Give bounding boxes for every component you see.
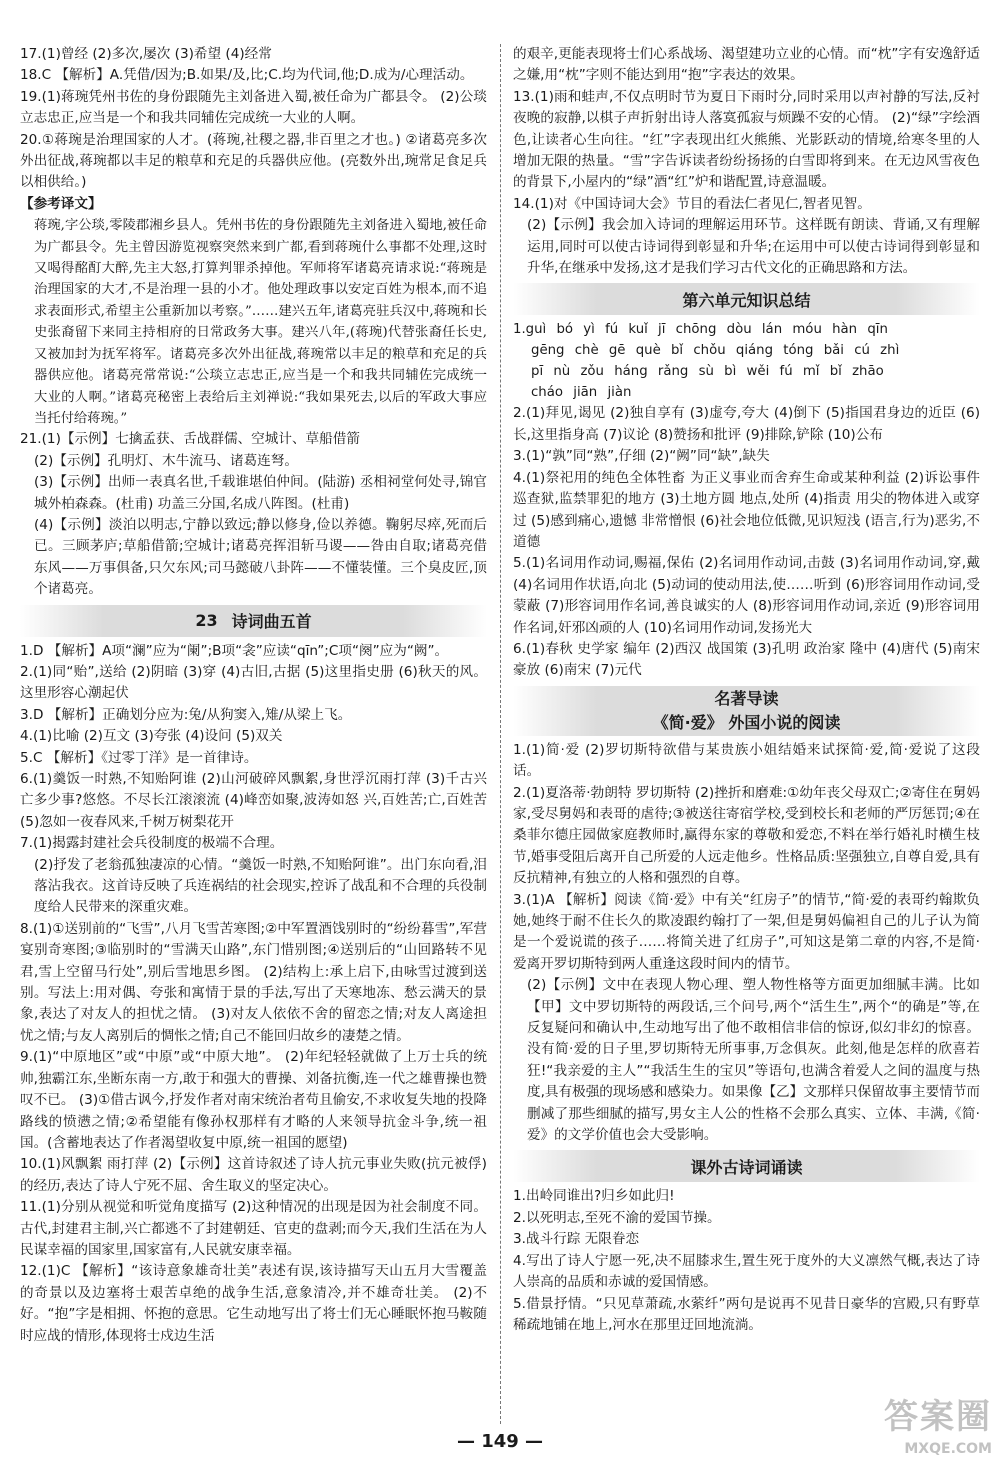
answer-b14-2: (2)【示例】我会加入诗词的理解运用环节。这样既有朗读、背诵,又有理解运用,同时可以使古诗词得到彰显和升华;在运用中可以使古诗词得到彰显和升华,在继承中发扬,这才是我们学习古代文化的正确思路和方法。 <box>527 217 980 277</box>
answer-19: 19.(1)蒋琬凭州书佐的身份跟随先主刘备进入蜀,被任命为广都县令。 (2)公琰立志忠正,应当是一个和我共同辅佐完成统一大业的人啊。 <box>20 88 487 127</box>
answer-21-3: (3)【示例】出师一表真名世,千载谁堪伯仲间。(陆游) 丞相祠堂何处寻,锦官城外柏森森。(杜甫) 功盖三分国,名成八阵图。(杜甫) <box>34 474 487 512</box>
section-heading-unit6 <box>513 283 980 315</box>
reference-translation: 蒋琬,字公琰,零陵郡湘乡县人。凭州书佐的身份跟随先主刘备进入蜀地,被任命为广都县令。先主曾因游览视察突然来到广都,看到蒋琬什么事都不处理,这时又喝得酩酊大醉,先主大怒,打算判罪杀掉他。军师将军诸葛亮请求说:“蒋琬是治理国家的大才,不是治理一县的小才。他处理政事以安定百姓为根本,而不追求表面形式,希望主公重新加以考察。”……建兴五年,诸葛亮驻兵汉中,蒋琬和长史张裔留下来同主持相府的日常政务大事。建兴八年,(蒋琬)代替张裔任长史,又被加封为抚军将军。诸葛亮多次外出征战,蒋琬常以丰足的粮草和充足的兵器供应他。诸葛亮常常说:“公琰立志忠正,应当是一个和我共同辅佐完成统一大业的人啊。”诸葛亮秘密上表给后主刘禅说:“我如果死去,以后的军政大事应当托付给蒋琬。” <box>34 218 487 426</box>
answer-c4: 4.(1)祭祀用的纯色全体牲畜 为正义事业而舍弃生命或某种利益 (2)诉讼事件 巡查狱,监禁罪犯的地方 (3)土地方圆 地点,处所 (4)指责 用尖的物体进入或穿过 (5)感到痛心,遗憾 非常憎恨 (6)社会地位低微,见识短浅 (语言,行为)恶劣,不道德 <box>513 469 980 550</box>
answer-b6: 6.(1)羹饭一时熟,不知贻阿谁 (2)山河破碎风飘絮,身世浮沉雨打萍 (3)千古兴亡多少事?悠悠。不尽长江滚滚流 (4)峰峦如聚,波涛如怒 兴,百姓苦;亡,百姓苦 (5)忽如一夜春风来,千树万树梨花开 <box>20 771 487 830</box>
page-number: — 149 — <box>456 1431 544 1452</box>
answer-b10: 10.(1)风飘絮 雨打萍 (2)【示例】这首诗叙述了诗人抗元事业失败(抗元被俘)的经历,表达了诗人宁死不屈、舍生取义的坚定决心。 <box>20 1156 487 1194</box>
left-column <box>20 44 487 1347</box>
section-heading-kewai <box>513 1150 980 1182</box>
watermark-logo <box>884 1389 992 1457</box>
answer-b4: 4.(1)比喻 (2)互文 (3)夸张 (4)设问 (5)双关 <box>20 728 283 745</box>
section-heading-mingzhu <box>513 686 980 736</box>
answer-b11: 11.(1)分别从视觉和听觉角度描写 (2)这种情况的出现是因为社会制度不同。古代,封建君主制,兴亡都逃不了封建朝廷、官吏的盘剥;而今天,我们生活在为人民谋幸福的国家里,国家富有,人民就安康幸福。 <box>20 1199 487 1258</box>
answer-d1: 1.(1)简·爱 (2)罗切斯特欲借与某贵族小姐结婚来试探简·爱,简·爱说了这段话。 <box>513 741 980 780</box>
answer-e3: 3.战斗行踪 无限眷恋 <box>513 1231 640 1248</box>
right-column <box>513 44 980 1336</box>
answer-e4: 4.写出了诗人宁愿一死,决不屈膝求生,置生死于度外的大义凛然气概,表达了诗人崇高的品质和赤诚的爱国情感。 <box>513 1252 980 1291</box>
pinyin-line: gēng chè gē què bǐ chǒu qiáng tóng bǎi cú zhì <box>531 343 900 359</box>
answer-b3: 3.D 【解析】正确划分应为:兔/从狗窦入,雉/从梁上飞。 <box>20 706 352 723</box>
answer-b9: 9.(1)“中原地区”或“中原”或“中原大地”。 (2)年纪轻轻就做了上万士兵的统帅,独霸江东,坐断东南一方,敢于和强大的曹操、刘备抗衡,连一代之雄曹操也赞叹不已。 (3)①借古讽今,抒发作者对南宋统治者苟且偷安,不求收复失地的投降路线的愤懑之情;②希望能有像孙权那样有才略的人来领导抗金斗争,统一祖国。(含蓄地表达了作者渴望收复中原,统一祖国的愿望) <box>20 1049 487 1151</box>
answer-b14-1: 14.(1)对《中国诗词大会》节目的看法仁者见仁,智者见智。 <box>513 195 871 212</box>
answer-b12: 12.(1)C 【解析】“该诗意象雄奇壮美”表述有误,该诗描写天山五月大雪覆盖的奇景以及边塞将士艰苦卓绝的战争生活,意象清冷,并不雄奇壮美。 (2)不好。“抱”字是相拥、怀抱的意思。它生动地写出了将士们无心睡眠怀抱马鞍随时应战的情形,体现将士戍边生活 <box>20 1263 487 1344</box>
answer-21-2: (2)【示例】孔明灯、木牛流马、诸葛连弩。 <box>34 452 298 469</box>
answer-20: 20.①蒋琬是治理国家的人才。(蒋琬,社稷之器,非百里之才也。) ②诸葛亮多次外出征战,蒋琬都以丰足的粮草和充足的兵器供应他。(亮数外出,琬常足食足兵以相供给。) <box>20 131 487 191</box>
answer-21-4: (4)【示例】淡泊以明志,宁静以致远;静以修身,俭以养德。鞠躬尽瘁,死而后已。三顾茅庐;草船借箭;空城计;诸葛亮挥泪斩马谡——咎由自取;诸葛亮借东风——万事俱备,只欠东风;司马懿破八卦阵——不懂装懂。三个臭皮匠,顶个诸葛亮。 <box>34 516 487 598</box>
section-heading-23 <box>20 605 487 637</box>
section-number: 23 <box>195 611 218 631</box>
section-title: 诗词曲五首 <box>231 612 312 632</box>
pinyin-line: 1.guì bó yì fú kuǐ jī chōng dòu lán móu hàn qīn <box>513 322 888 338</box>
pinyin-line: pī nù zǒu háng rǎng sù bì wěi fú mǐ bǐ zhāo <box>531 364 884 380</box>
pinyin-line: cháo jiān jiàn <box>531 385 632 401</box>
pinyin-block <box>513 319 980 403</box>
answer-d3-1: 3.(1)A 【解析】阅读《简·爱》中有关“红房子”的情节,“简·爱的表哥约翰欺负她,她终于耐不住长久的欺凌跟约翰打了一架,但是舅妈偏袒自己的儿子认为简是一个爱说谎的孩子……将简关进了红房子”,可知这是第二章的内容,不是简·爱离开罗切斯特到两人重逢这段时间内的情节。 <box>513 891 980 972</box>
answer-c6: 6.(1)春秋 史学家 编年 (2)西汉 战国策 (3)孔明 政治家 隆中 (4)唐代 (5)南宋 豪放 (6)南宋 (7)元代 <box>513 640 980 679</box>
answer-b7-1: 7.(1)揭露封建社会兵役制度的极端不合理。 <box>20 835 284 852</box>
section-subtitle: 《简·爱》 外国小说的阅读 <box>652 712 841 732</box>
answer-b7-2: (2)抒发了老翁孤独凄凉的心情。“羹饭一时熟,不知贻阿谁”。出门东向看,泪落沾我衣。这首诗反映了兵连祸结的社会现实,控诉了战乱和不合理的兵役制度给人民带来的深重灾难。 <box>34 856 487 916</box>
answer-c5: 5.(1)名词用作动词,赐福,保佑 (2)名词用作动词,击鼓 (3)名词用作动词,穿,戴 (4)名词用作状语,向北 (5)动词的使动用法,使……听到 (6)形容词用作动词,受蒙蔽 (7)形容词用作名词,善良诚实的人 (8)形容词用作动词,亲近 (9)形容词用作名词,奸邪凶顽的人 (10)名词用作动词,发扬光大 <box>513 555 980 636</box>
answer-e2: 2.以死明志,至死不渝的爱国节操。 <box>513 1209 721 1226</box>
answer-17: 17.(1)曾经 (2)多次,屡次 (3)希望 (4)经常 <box>20 46 272 62</box>
section-title: 课外古诗词诵读 <box>690 1157 803 1177</box>
answer-c3: 3.(1)“孰”同“熟”,仔细 (2)“阙”同“缺”,缺失 <box>513 448 770 465</box>
watermark-url: MXQE.COM <box>904 1441 992 1457</box>
answer-18: 18.C 【解析】A.凭借/因为;B.如果/及,比;C.均为代词,他;D.成为/心理活动。 <box>20 67 474 84</box>
answer-e5: 5.借景抒情。“只见草萧疏,水萦纤”两句是说再不见昔日豪华的宫殿,只有野草稀疏地铺在地上,河水在那里迂回地流淌。 <box>513 1295 980 1333</box>
answer-b8: 8.(1)①送别前的“飞雪”,八月飞雪苦寒图;②中军置酒饯别时的“纷纷暮雪”,军营宴别奇寒图;③临别时的“雪满天山路”,东门惜别图;④送别后的“山回路转不见君,雪上空留马行处”,别后雪地思乡图。 (2)结构上:承上启下,由咏雪过渡到送别。写法上:用对偶、夸张和寓情于景的手法,写出了天寒地冻、愁云满天的景象,表达了对友人的担忧之情。 (3)对友人依依不舍的留恋之情;对友人离途担忧之情;与友人离别后的惆怅之情;自己不能回归故乡的凄楚之情。 <box>20 920 487 1044</box>
watermark-logo-text: 答案圈 <box>884 1397 992 1437</box>
answer-d2: 2.(1)夏洛蒂·勃朗特 罗切斯特 (2)挫折和磨难:①幼年丧父母双亡;②寄住在舅妈家,受尽舅妈和表哥的虐待;③被送往寄宿学校,受到校长和老师的严厉惩罚;④在桑菲尔德庄园做家庭教师时,赢得东家的尊敬和爱恋,不料在举行婚礼时横生枝节,婚事受阻后离开自己所爱的人远走他乡。性格品质:坚强独立,自尊自爱,具有反抗精神,有独立的人格和强烈的自尊。 <box>513 784 980 887</box>
reference-translation-heading: 【参考译文】 <box>20 195 102 212</box>
answer-d3-2: (2)【示例】文中在表现人物心理、塑人物性格等方面更加细腻丰满。比如【甲】文中罗切斯特的两段话,三个问号,两个“活生生”,两个“的确是”等,在反复疑问和确认中,生动地写出了他不敢相信非信的惊讶,似幻非幻的惊喜。没有简·爱的日子里,罗切斯特无所事事,万念俱灰。此刻,他是怎样的欣喜若狂!“我亲爱的主人”“我活生生的宝贝”等语句,也满含着爱人之间的温度与热度,具有极强的现场感和感染力。如果像【乙】文那样只保留故事主要情节而删减了那些细腻的描写,男女主人公的性格不会那么真实、立体、丰满,《简·爱》的文学价值也会大受影响。 <box>527 977 980 1144</box>
column-divider <box>500 44 501 1424</box>
answer-c2: 2.(1)拜见,谒见 (2)独自享有 (3)虚夸,夸大 (4)倒下 (5)指国君身边的近臣 (6)长,这里指身高 (7)议论 (8)赞扬和批评 (9)排除,铲除 (10)公布 <box>513 405 980 443</box>
answer-21-1: 21.(1)【示例】七擒孟获、舌战群儒、空城计、草船借箭 <box>20 431 360 448</box>
answer-b13: 13.(1)雨和蛙声,不仅点明时节为夏日下雨时分,同时采用以声衬静的写法,反衬夜晚的寂静,以棋子声折射出诗人落寞孤寂与烦躁不安的心情。 (2)“绿”字绘酒色,让读者心生向往。“红”字表现出红火熊熊、光影跃动的情境,给寒冬里的人增加无限的热量。“雪”字告诉读者纷纷扬扬的白雪即将到来。在无边风雪夜色的背景下,小屋内的“绿”酒“红”炉和谐配置,诗意温暖。 <box>513 88 980 191</box>
section-title: 第六单元知识总结 <box>682 290 811 310</box>
answer-b2: 2.(1)同“贻”,送给 (2)阴暗 (3)穿 (4)古旧,古据 (5)这里指史册 (6)秋天的风。这里形容心潮起伏 <box>20 663 487 702</box>
answer-e1: 1.出岭同谁出?归乡如此归! <box>513 1188 675 1205</box>
section-title: 名著导读 <box>714 688 779 708</box>
answer-b12-continued: 的艰辛,更能表现将士们心系战场、渴望建功立业的心情。而“枕”字有安逸舒适之嫌,用“枕”字则不能达到用“抱”字表达的效果。 <box>513 46 980 84</box>
answer-b1: 1.D 【解析】A项“澜”应为“阑”;B项“衾”应读“qīn”;C项“阕”应为“阙”。 <box>20 642 449 659</box>
answer-b5: 5.C 【解析】《过零丁洋》是一首律诗。 <box>20 749 258 766</box>
answer-page <box>20 44 980 1424</box>
